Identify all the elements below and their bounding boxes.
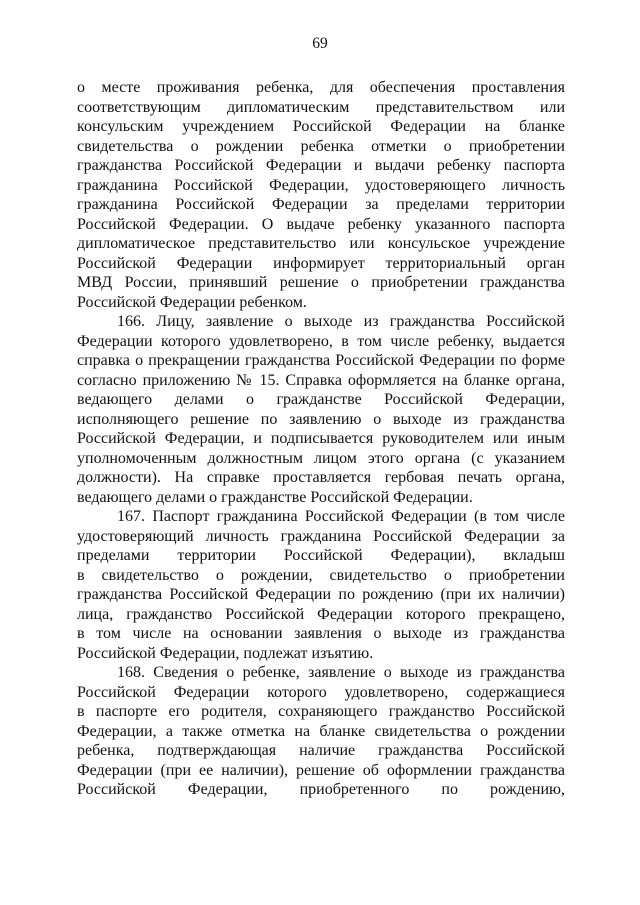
page-number: 69: [312, 35, 328, 52]
text-line: Федерации (при ее наличии), решение об оформлении гражданства: [77, 761, 565, 779]
text-line: 166. Лицу, заявление о выходе из гражданства Российской: [117, 313, 565, 330]
text-line: гражданства Российской Федерации и выдачи ребенку паспорта: [77, 157, 565, 174]
text-line: в свидетельство о рождении, свидетельство о приобретении: [77, 566, 565, 584]
text-line: справка о прекращении гражданства Российской Федерации по форме: [77, 352, 565, 369]
text-line: согласно приложению № 15. Справка оформляется на бланке органа,: [77, 371, 565, 389]
text-line: удостоверяющий личность гражданина Российской Федерации за: [77, 527, 565, 545]
text-line: исполняющего решение по заявлению о выходе из гражданства: [77, 410, 565, 428]
text-line: Российской Федерации которого удовлетворено, содержащиеся: [77, 683, 565, 701]
paragraph-167: [77, 507, 565, 663]
text-line: гражданства Российской Федерации по рождению (при их наличии): [77, 586, 565, 603]
text-line: Российской Федерации, подлежат изъятию.: [77, 644, 374, 662]
text-line: Российской Федерации, приобретенного по рождению,: [77, 781, 565, 798]
text-line: ведающего делами о гражданстве Российской Федерации,: [77, 391, 565, 408]
text-line: Российской Федерации, и подписывается руководителем или иным: [77, 430, 565, 447]
text-line: о месте проживания ребенка, для обеспечения проставления: [77, 79, 565, 96]
text-line: 167. Паспорт гражданина Российской Федерации (в том числе: [117, 508, 565, 525]
text-line: Федерации, а также отметка на бланке свидетельства о рождении: [77, 722, 565, 740]
text-line: гражданина Российской Федерации за пределами территории: [77, 196, 565, 213]
text-line: Российской Федерации. О выдаче ребенку указанного паспорта: [77, 215, 565, 233]
text-line: консульским учреждением Российской Федерации на бланке: [77, 118, 565, 135]
text-line: гражданина Российской Федерации, удостоверяющего личность: [77, 176, 565, 194]
text-line: Федерации которого удовлетворено, в том числе ребенку, выдается: [77, 332, 565, 350]
paragraph-166: [77, 312, 565, 507]
text-line: в паспорте его родителя, сохраняющего гражданство Российской: [77, 703, 565, 720]
text-line: соответствующим дипломатическим представительством или: [77, 98, 565, 116]
paragraph-continuation: [77, 78, 565, 312]
text-line: уполномоченным должностным лицом этого органа (с указанием: [77, 449, 565, 467]
text-line: ведающего делами о гражданстве Российской Федерации.: [77, 488, 473, 506]
document-body: [77, 78, 565, 800]
text-line: Российской Федерации ребенком.: [77, 293, 307, 311]
text-line: ребенка, подтверждающая наличие гражданства Российской: [77, 742, 565, 759]
text-line: в том числе на основании заявления о выходе из гражданства: [77, 625, 565, 642]
text-line: пределами территории Российской Федерации), вкладыш: [77, 547, 565, 564]
paragraph-168: [77, 663, 565, 800]
text-line: должности). На справке проставляется гербовая печать органа,: [77, 469, 565, 486]
text-line: свидетельства о рождении ребенка отметки о приобретении: [77, 137, 565, 155]
text-line: 168. Сведения о ребенке, заявление о выходе из гражданства: [117, 664, 565, 681]
text-line: Российской Федерации информирует территориальный орган: [77, 254, 565, 272]
text-line: дипломатическое представительство или консульское учреждение: [77, 235, 565, 252]
text-line: лица, гражданство Российской Федерации которого прекращено,: [77, 605, 565, 623]
text-line: МВД России, принявший решение о приобретении гражданства: [77, 274, 565, 291]
